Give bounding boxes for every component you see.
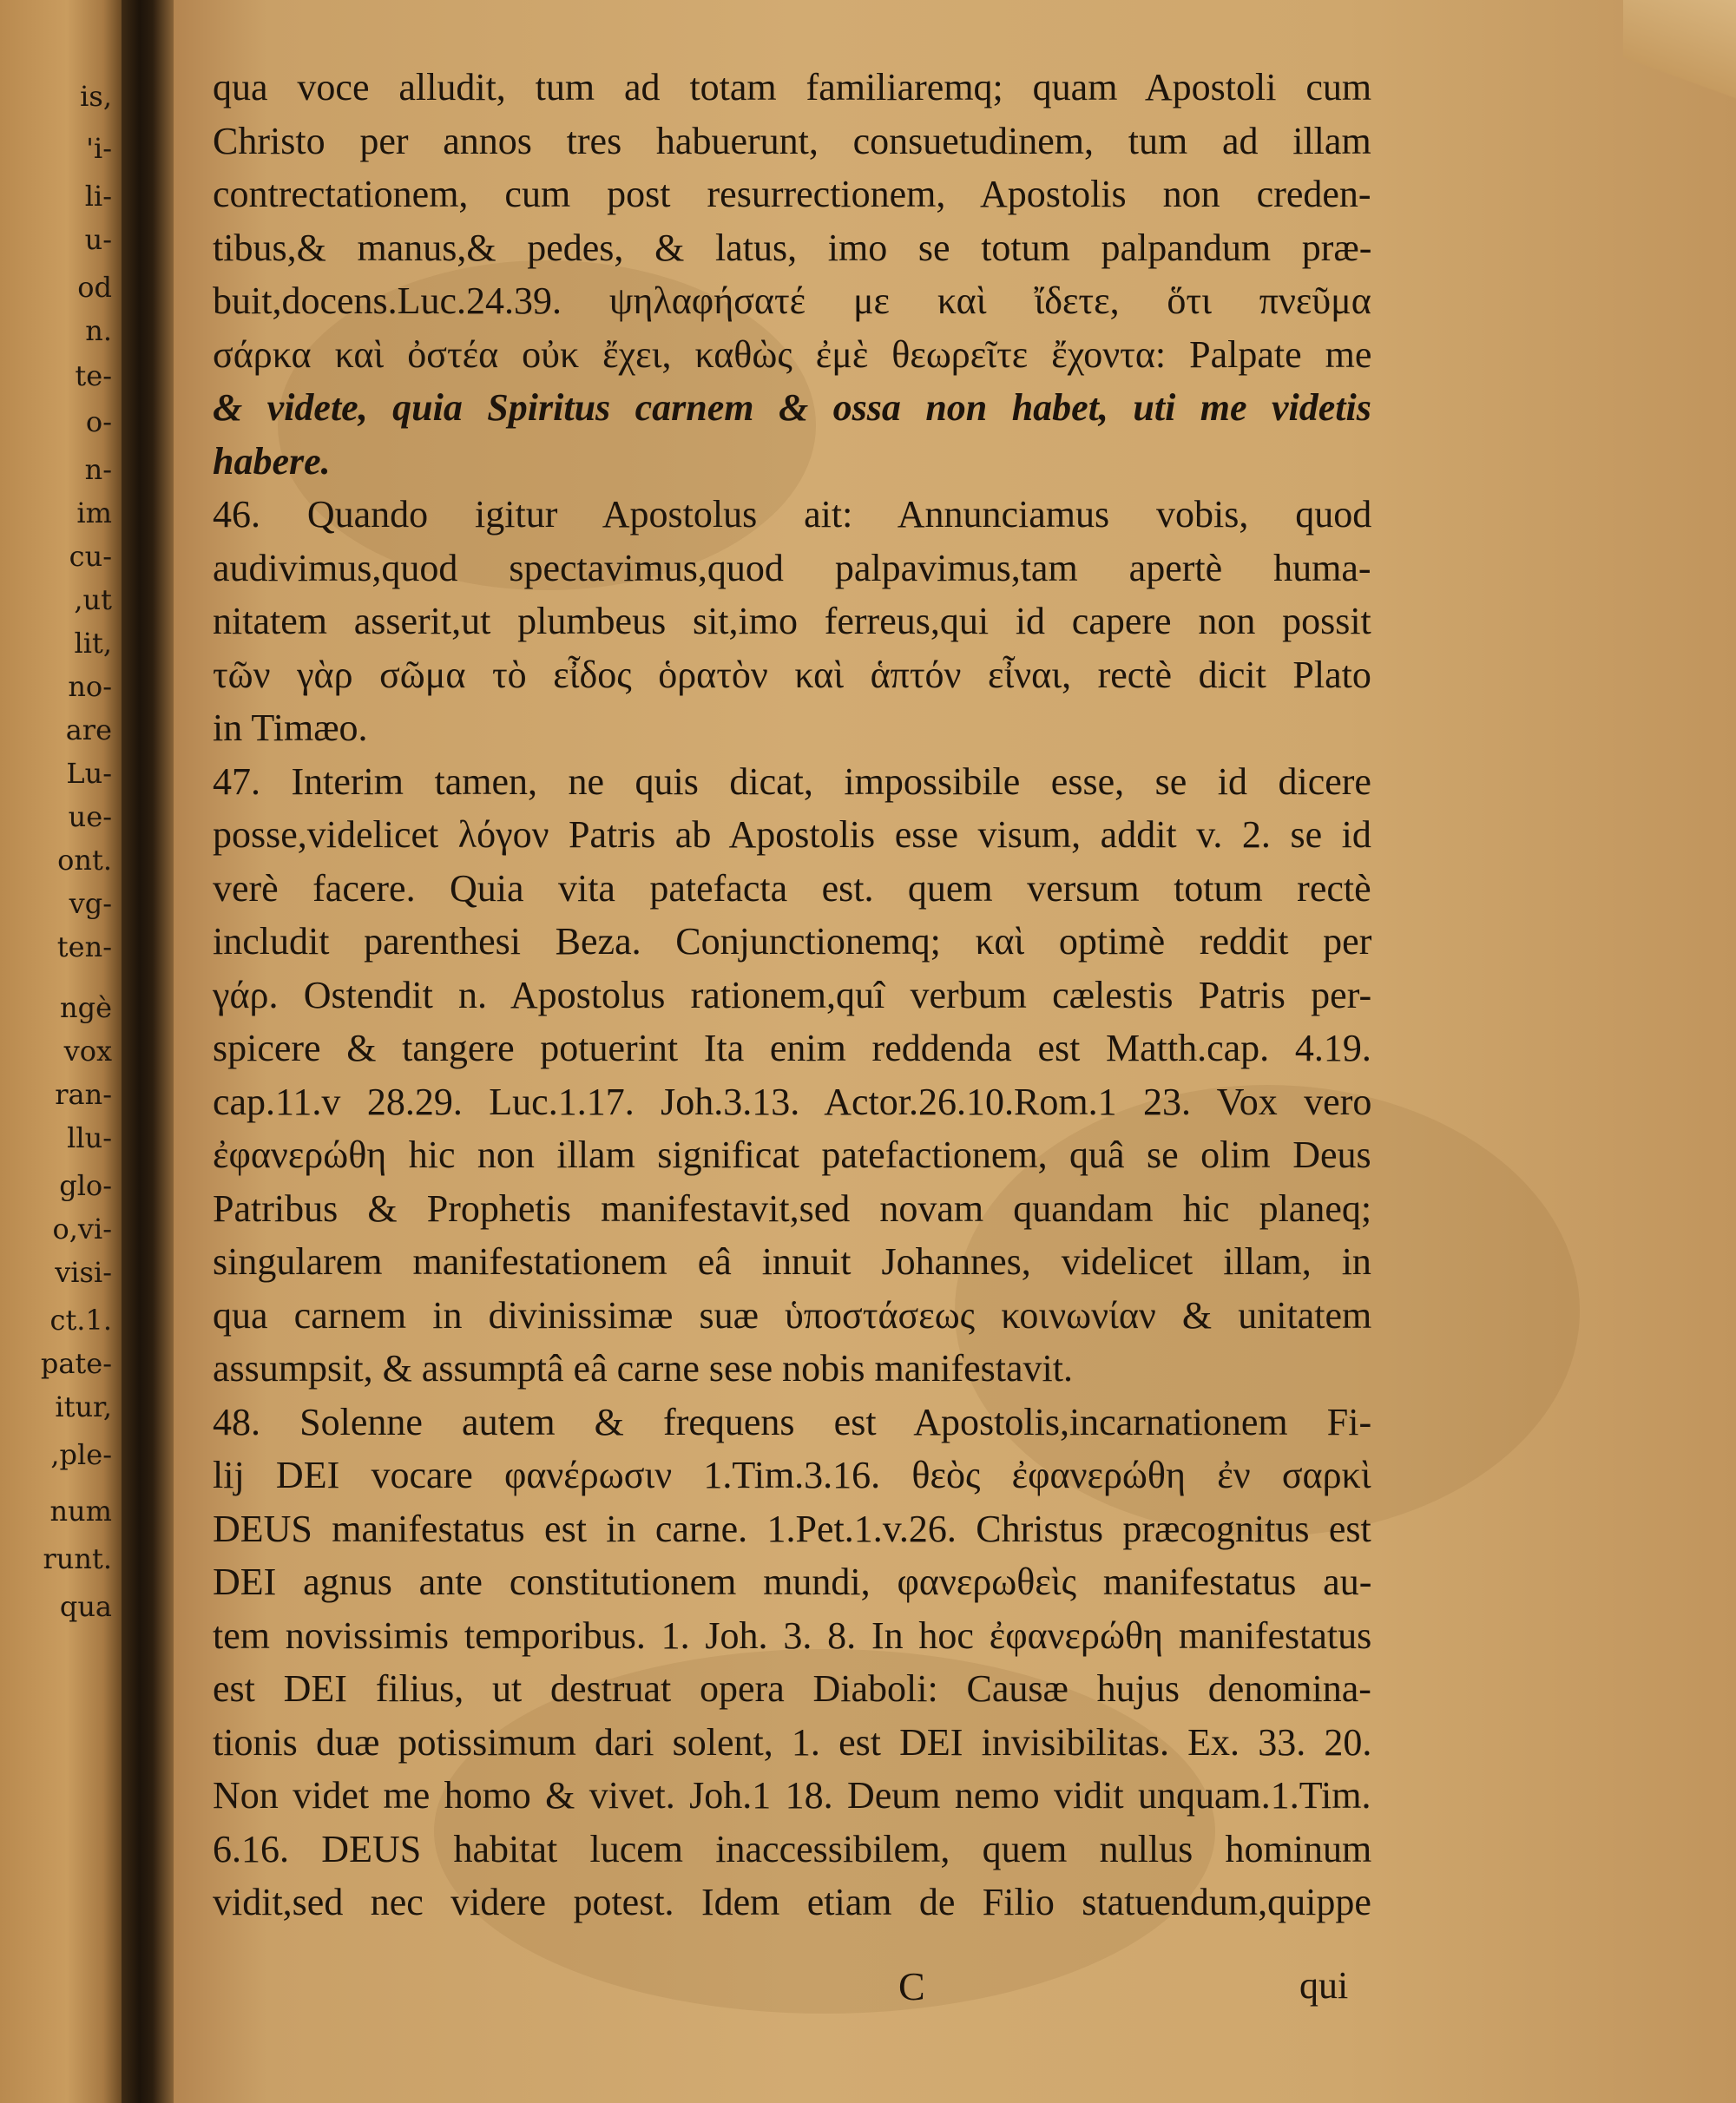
text-line: est DEI filius, ut destruat opera Diaboli: Causæ hujus denomina- (213, 1667, 1371, 1710)
margin-fragment: te- (75, 359, 112, 392)
margin-fragment: is, (80, 80, 112, 113)
margin-fragment: ct.1. (49, 1304, 112, 1337)
text-line: qua carnem in divinissimæ suæ ὑποστάσεως κοινωνίαν & unitatem (213, 1294, 1372, 1337)
text-line: verè facere. Quia vita patefacta est. quem versum totum rectè (213, 867, 1371, 910)
book-gutter (122, 0, 174, 2103)
margin-fragment: od (77, 271, 112, 304)
text-line: DEUS manifestatus est in carne. 1.Pet.1.v.26. Christus præcognitus est (213, 1508, 1371, 1550)
text-line: qua voce alludit, tum ad totam familiaremq; quam Apostoli cum (213, 66, 1372, 108)
margin-fragment: n. (85, 314, 112, 347)
margin-fragment: cu- (69, 540, 112, 573)
margin-fragment: im (76, 496, 112, 529)
text-line: Non videt me homo & vivet. Joh.1 18. Deum nemo vidit unquam.1.Tim. (213, 1774, 1371, 1817)
margin-fragment: qua (59, 1590, 112, 1623)
margin-fragment: li- (84, 180, 112, 213)
text-line: γάρ. Ostendit n. Apostolus rationem,quî verbum cælestis Patris per- (213, 974, 1372, 1016)
margin-fragment: no- (68, 670, 112, 703)
margin-fragment: ten- (56, 930, 112, 963)
text-line: Christo per annos tres habuerunt, consuetudinem, tum ad illam (213, 120, 1371, 162)
text-line: posse,videlicet λόγον Patris ab Apostolis esse visum, addit v. 2. se id (213, 813, 1371, 856)
text-line: ἐφανερώθη hic non illam significat patefactionem, quâ se olim Deus (213, 1134, 1371, 1176)
text-line: in Timæo. (213, 706, 368, 749)
margin-fragment: u- (84, 223, 112, 256)
margin-fragment: vox (63, 1035, 112, 1068)
text-line: buit,docens.Luc.24.39. ψηλαφήσατέ με καὶ ἴδετε, ὅτι πνεῦμα (213, 279, 1371, 322)
margin-fragment: ran- (55, 1078, 112, 1111)
catchword: qui (1299, 1964, 1349, 2007)
margin-fragment: n- (84, 453, 112, 486)
margin-fragment: ,ple- (50, 1438, 112, 1471)
text-line: tionis duæ potissimum dari solent, 1. est DEI invisibilitas. Ex. 33. 20. (213, 1721, 1372, 1764)
margin-fragment: llu- (67, 1121, 112, 1154)
text-line: contrectationem, cum post resurrectionem, Apostolis non creden- (213, 173, 1371, 215)
margin-fragment: vg- (69, 887, 112, 920)
text-line: includit parenthesi Beza. Conjunctionemq; καὶ optimè reddit per (213, 920, 1372, 963)
margin-fragment: ont. (57, 844, 112, 877)
margin-fragment: o- (85, 405, 112, 438)
margin-fragment: runt. (43, 1542, 112, 1575)
text-line: audivimus,quod spectavimus,quod palpavimus,tam apertè huma- (213, 547, 1371, 589)
text-line: lij DEI vocare φανέρωσιν 1.Tim.3.16. θεὸς ἐφανερώθη ἐν σαρκὶ (213, 1454, 1371, 1496)
text-line: σάρκα καὶ ὀστέα οὐκ ἔχει, καθὼς ἐμὲ θεωρεῖτε ἔχοντα: Palpate me (213, 333, 1372, 376)
text-line: tem novissimis temporibus. 1. Joh. 3. 8. In hoc ἐφανερώθη manifestatus (213, 1614, 1372, 1657)
margin-fragment: itur, (55, 1390, 112, 1423)
margin-fragment: num (49, 1495, 112, 1528)
margin-fragment: ue- (68, 800, 112, 833)
margin-fragment: ngè (59, 991, 112, 1024)
text-line: & videte, quia Spiritus carnem & ossa non habet, uti me videtis (213, 386, 1371, 429)
margin-fragment: visi- (55, 1256, 112, 1289)
page-corner (1623, 0, 1736, 122)
margin-fragment: o,vi- (52, 1213, 112, 1245)
margin-fragment: glo- (59, 1169, 112, 1202)
text-line: vidit,sed nec videre potest. Idem etiam de Filio statuendum,quippe (213, 1881, 1371, 1923)
signature-mark: C (898, 1964, 925, 2008)
margin-fragment: are (65, 713, 112, 746)
text-line: spicere & tangere potuerint Ita enim reddenda est Matth.cap. 4.19. (213, 1027, 1371, 1069)
text-line: τῶν γὰρ σῶμα τὸ εἶδος ὁρατὸν καὶ ἁπτόν εἶναι, rectè dicit Plato (213, 654, 1371, 696)
text-line: Patribus & Prophetis manifestavit,sed novam quandam hic planeq; (213, 1187, 1372, 1230)
margin-fragment: pate- (40, 1347, 112, 1380)
margin-fragment: Lu- (66, 757, 112, 790)
margin-fragment: 'i- (86, 132, 112, 165)
text-line: DEI agnus ante constitutionem mundi, φανερωθεὶς manifestatus au- (213, 1561, 1372, 1603)
text-line: 6.16. DEUS habitat lucem inaccessibilem, quem nullus hominum (213, 1828, 1372, 1870)
text-line: habere. (213, 440, 331, 483)
text-line: singularem manifestationem eâ innuit Johannes, videlicet illam, in (213, 1240, 1371, 1283)
text-line: 47. Interim tamen, ne quis dicat, impossibile esse, se id dicere (213, 760, 1371, 803)
margin-fragment: ,ut (74, 583, 112, 616)
margin-fragment: lit, (74, 627, 112, 660)
text-line: cap.11.v 28.29. Luc.1.17. Joh.3.13. Actor.26.10.Rom.1 23. Vox vero (213, 1081, 1372, 1123)
text-line: nitatem asserit,ut plumbeus sit,imo ferreus,qui id capere non possit (213, 600, 1371, 642)
text-line: assumpsit, & assumptâ eâ carne sese nobis manifestavit. (213, 1347, 1073, 1390)
text-line: 46. Quando igitur Apostolus ait: Annunciamus vobis, quod (213, 493, 1372, 536)
text-line: tibus,& manus,& pedes, & latus, imo se totum palpandum præ- (213, 227, 1372, 269)
text-line: 48. Solenne autem & frequens est Apostolis,incarnationem Fi- (213, 1401, 1372, 1443)
